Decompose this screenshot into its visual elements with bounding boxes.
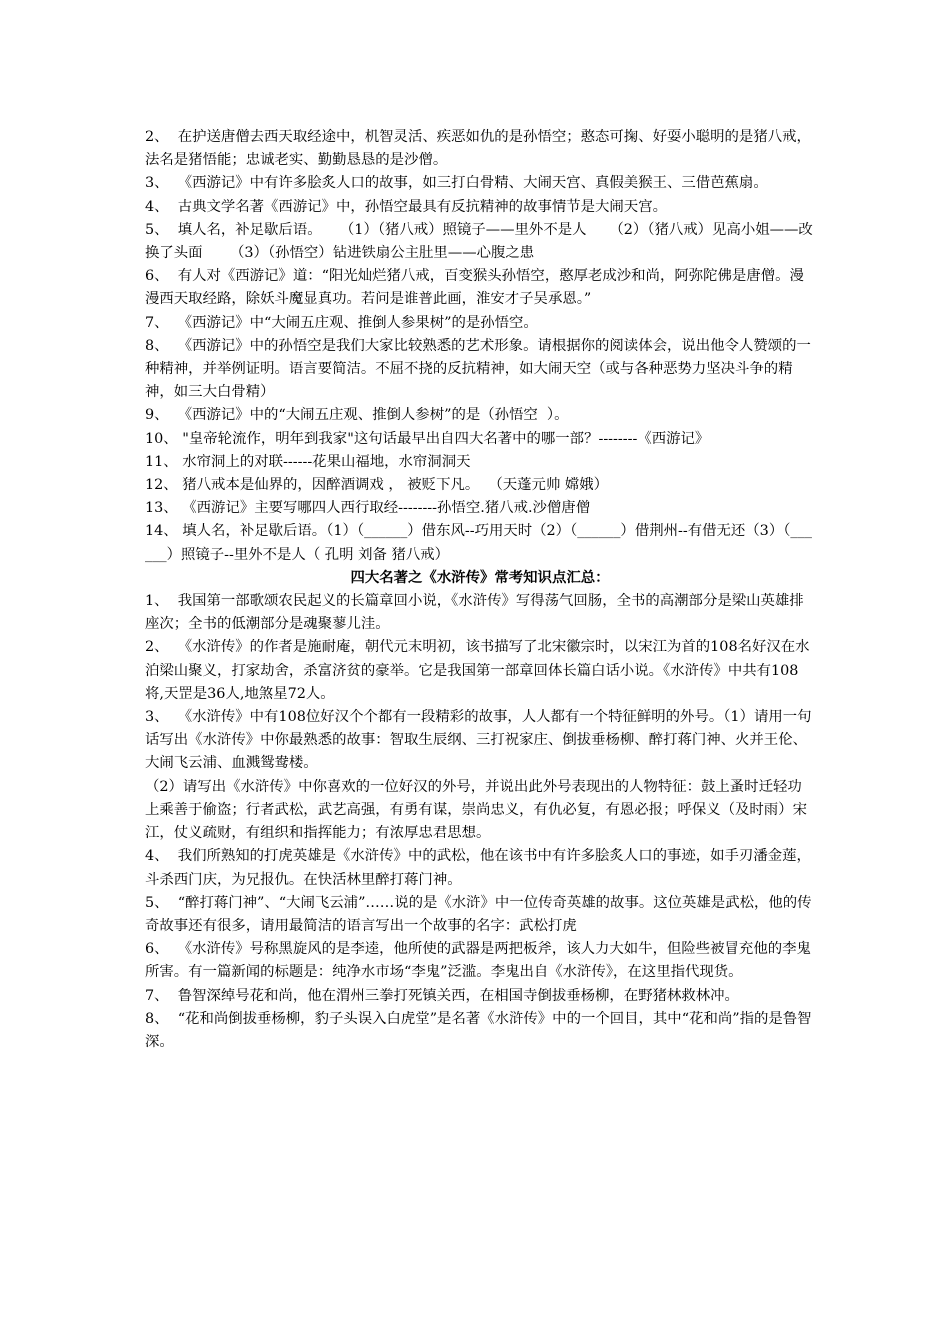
shuihu-item-8: 8、 “花和尚倒拔垂杨柳，豹子头误入白虎堂”是名著《水浒传》中的一个回目，其中“花和尚”指的是鲁智深。 xyxy=(145,1010,812,1050)
shuihu-item-3-part-2: （2）请写出《水浒传》中你喜欢的一位好汉的外号，并说出此外号表现出的人物特征：鼓上蚤时迁轻功上乘善于偷盗；行者武松，武艺高强，有勇有谋，崇尚忠义，有仇必复，有恩必报；呼保义（及时雨）宋江，仗义疏财，有组织和指挥能力；有浓厚忠君思想。 xyxy=(145,778,807,842)
shuihu-item-3: 3、 《水浒传》中有108位好汉个个都有一段精彩的故事，人人都有一个特征鲜明的外号。（1）请用一句话写出《水浒传》中你最熟悉的故事：智取生辰纲、三打祝家庄、倒拔垂杨柳、醉打蒋门神、火并王伦、大闹飞云浦、血溅鸳鸯楼。 xyxy=(145,709,812,772)
xiyouji-item-7: 7、 《西游记》中“大闹五庄观、推倒人参果树”的是孙悟空。 xyxy=(145,314,538,331)
xiyouji-item-12: 12、 猪八戒本是仙界的，因醉酒调戏 ， 被贬下凡。 （天蓬元帅 嫦娥） xyxy=(145,477,609,494)
xiyouji-item-11: 11、 水帘洞上的对联------花果山福地，水帘洞洞天 xyxy=(145,453,471,470)
shuihu-item-5: 5、 “醉打蒋门神”、“大闹飞云浦”……说的是《水浒》中一位传奇英雄的故事。这位英雄是武松，他的传奇故事还有很多，请用最简洁的语言写出一个故事的名字：武松打虎 xyxy=(145,894,812,934)
document-body xyxy=(145,126,815,1054)
xiyouji-item-9: 9、 《西游记》中的“大闹五庄观、推倒人参树”的是（孙悟空 ）。 xyxy=(145,407,569,424)
xiyouji-item-4: 4、 古典文学名著《西游记》中，孙悟空最具有反抗精神的故事情节是大闹天宫。 xyxy=(145,198,667,215)
shuihu-item-6: 6、 《水浒传》号称黑旋风的是李逵，他所使的武器是两把板斧，该人力大如牛，但险些被冒充他的李鬼所害。有一篇新闻的标题是：纯净水市场“李鬼”泛滥。李鬼出自《水浒传》，在这里指代现货。 xyxy=(145,941,811,981)
xiyouji-item-3: 3、 《西游记》中有许多脍炙人口的故事，如三打白骨精、大闹天宫、真假美猴王、三借芭蕉扇。 xyxy=(145,175,768,192)
xiyouji-item-2: 2、 在护送唐僧去西天取经途中，机智灵活、疾恶如仇的是孙悟空；憨态可掬、好耍小聪明的是猪八戒，法名是猪悟能；忠诚老实、勤勤恳恳的是沙僧。 xyxy=(145,129,811,169)
shuihu-item-1: 1、 我国第一部歌颂农民起义的长篇章回小说，《水浒传》写得荡气回肠，全书的高潮部分是梁山英雄排座次；全书的低潮部分是魂聚蓼儿洼。 xyxy=(145,593,804,633)
shuihu-item-2: 2、 《水浒传》的作者是施耐庵，朝代元末明初，该书描写了北宋徽宗时，以宋江为首的108名好汉在水泊梁山聚义，打家劫舍，杀富济贫的豪举。它是我国第一部章回体长篇白话小说。《水浒传》中共有108将,天罡是36人,地煞星72人。 xyxy=(145,639,810,702)
shuihu-item-4: 4、 我们所熟知的打虎英雄是《水浒传》中的武松，他在该书中有许多脍炙人口的事迹，如手刃潘金莲，斗杀西门庆，为兄报仇。在快活林里醉打蒋门神。 xyxy=(145,848,811,888)
xiyouji-item-8: 8、 《西游记》中的孙悟空是我们大家比较熟悉的艺术形象。请根据你的阅读体会，说出他令人赞颂的一种精神，并举例证明。语言要简洁。不屈不挠的反抗精神，如大闹天空（或与各种恶势力坚决斗争的精神，如三大白骨精） xyxy=(145,337,811,401)
xiyouji-item-13: 13、 《西游记》主要写哪四人西行取经--------孙悟空.猪八戒.沙僧唐僧 xyxy=(145,500,591,517)
shuihu-section-heading: 四大名著之《水浒传》常考知识点汇总： xyxy=(350,569,610,586)
xiyouji-item-6: 6、 有人对《西游记》道：“阳光灿烂猪八戒，百变猴头孙悟空，憨厚老成沙和尚，阿弥陀佛是唐僧。漫漫西天取经路，除妖斗魔显真功。若问是谁普此画，淮安才子吴承恩。” xyxy=(145,268,804,308)
xiyouji-item-10: 10、 "皇帝轮流作，明年到我家"这句话最早出自四大名著中的哪一部？--------《西游记》 xyxy=(145,430,710,447)
xiyouji-item-5: 5、 填人名，补足歇后语。 （1）（猪八戒）照镜子——里外不是人 （2）（猪八戒）见高小姐——改换了头面 （3）（孙悟空）钻进铁扇公主肚里——心腹之患 xyxy=(145,221,813,262)
xiyouji-item-14: 14、 填人名，补足歇后语。（1）（______）借东风--巧用天时（2）（______）借荆州--有借无还（3）（______）照镜子--里外不是人（ 孔明 刘备 猪八戒） xyxy=(145,523,812,563)
shuihu-item-7: 7、 鲁智深绰号花和尚，他在渭州三拳打死镇关西，在相国寺倒拔垂杨柳，在野猪林救林冲。 xyxy=(145,987,739,1004)
